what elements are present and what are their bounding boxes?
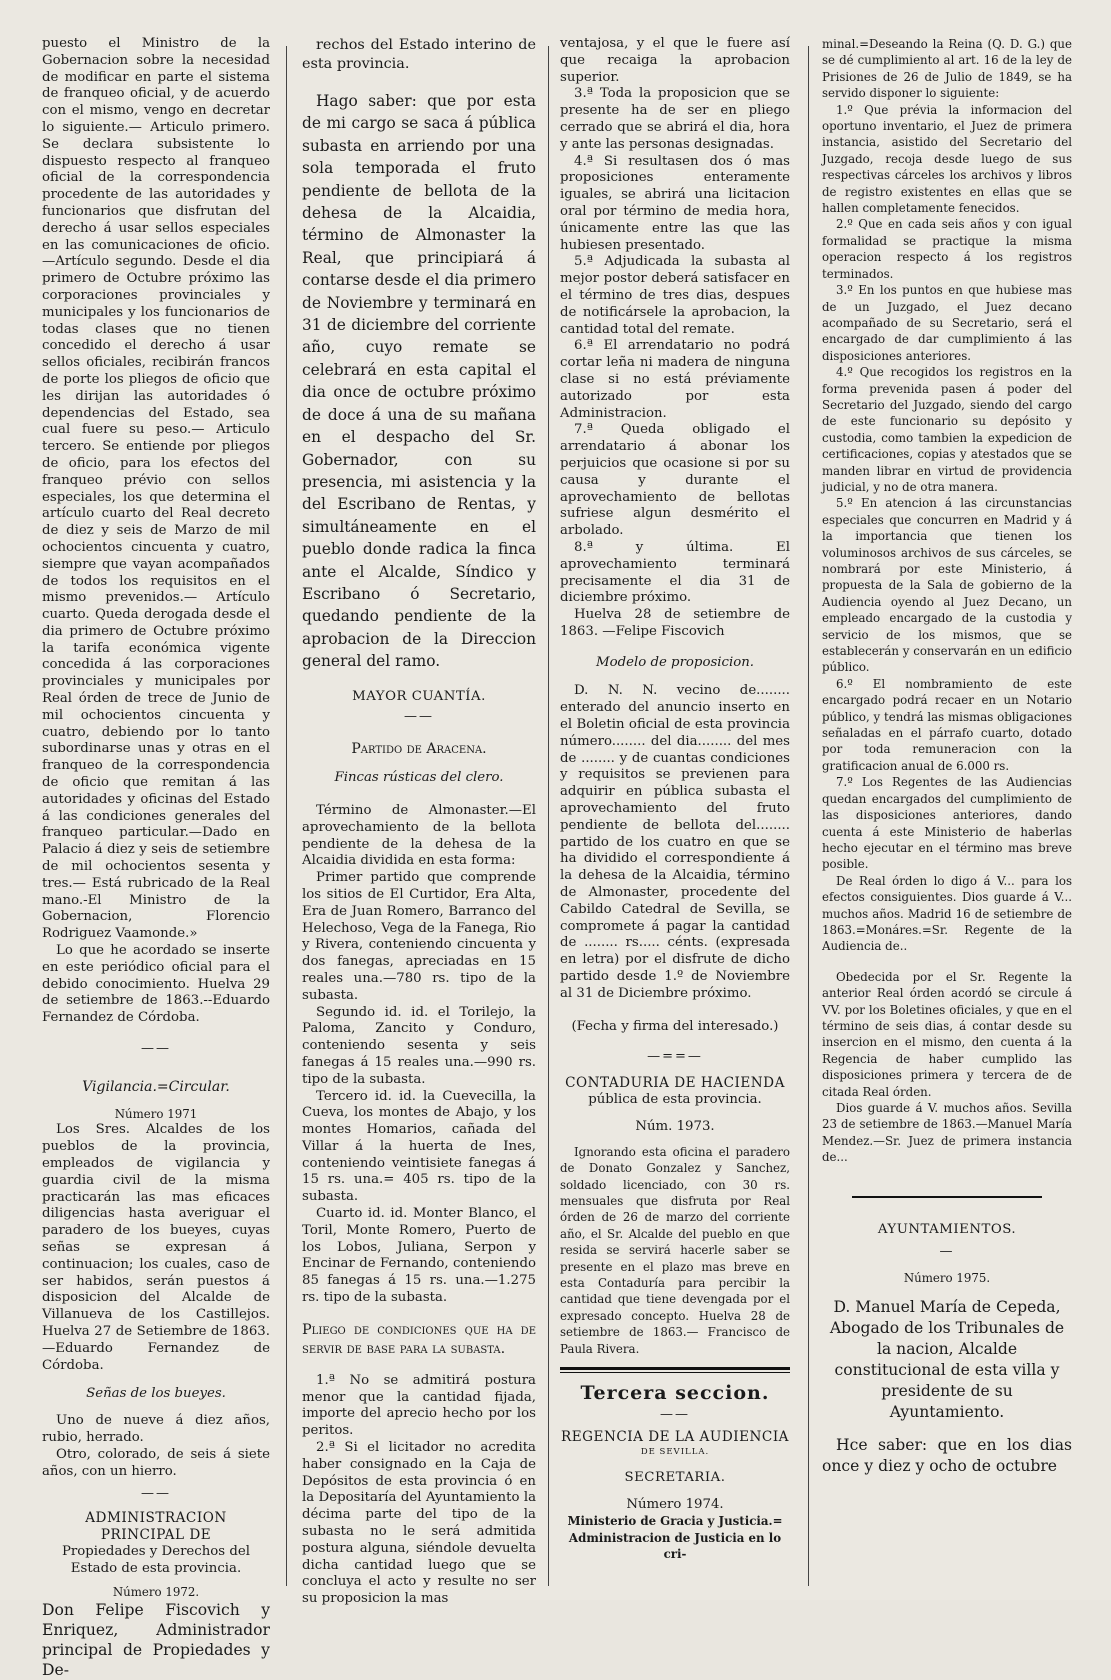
section-subheading: pública de esta provincia.: [588, 1092, 762, 1108]
lot-text: Segundo id. id. el Torilejo, la Paloma, Zancito y Conduro, conteniendo sesenta y seis fanegas á 15 reales una.—990 rs. tipo de la subasta.: [302, 1004, 536, 1087]
condition-text: 3.ª Toda la proposicion que se presente ha de ser en pliego cerrado que se abrirá el dia, hora y ante las personas designadas.: [560, 86, 790, 152]
condition-text: 2.ª Si el licitador no acredita haber consignado en la Caja de Depósitos de esta provincia ó en la Depositaría del Ayuntamiento la décima parte del tipo de la subasta no le será admitida postura alguna, siéndole devuelta dicha cantidad luego que se concluya el acto y resulte no ser su proposicion la mas: [302, 1440, 536, 1607]
column-4: [822, 36, 1072, 1477]
column-2: [302, 36, 536, 1608]
lot-text: Tercero id. id. la Cuevecilla, la Cueva, los montes de Abajo, y los montes Homarios, cañada del Villar á la huerta de Ines, conteniendo veintisiete fanegas á 15 rs. una.= 405 rs. tipo de la subasta.: [302, 1088, 536, 1205]
description-text: Uno de nueve á diez años, rubio, herrado.: [42, 1413, 270, 1445]
decree-text: puesto el Ministro de la Gobernacion sobre la necesidad de modificar en parte el sistema de franqueo oficial, y de acuerdo con el mismo, vengo en decretar lo siguiente.— Articulo primero. Se declara subsistente lo dispuesto respecto al franqueo oficial de la correspondencia procedente de las autoridades y funcionarios que disfrutan del derecho á usar sellos especiales en las comunicaciones de oficio.—Artículo segundo. Desde el dia primero de Octubre próximo las corporaciones provinciales y municipales y los funcionarios de todas clases que no tienen concedido el derecho á usar sellos oficiales, recibirán francos de porte los pliegos de oficio que les dirijan las autoridades ó dependencias del Estado, sea cual fuere su peso.— Articulo tercero. Se entiende por pliegos de oficio, para los efectos del franqueo prévio con sellos especiales, los que determina el artículo cuarto del Real decreto de diez y seis de Marzo de mil ochocientos cincuenta y cuatro, siempre que vayan acompañados de todos los requisitos en el mismo prevenidos.— Artículo cuarto. Queda derogada desde el dia primero de Octubre próximo la tarifa económica vigente concedida á las corporaciones provinciales y municipales por Real órden de trece de Junio de mil ochocientos cincuenta y cuatro, debiendo por lo tanto subordinarse unas y otras en el franqueo de la correspondencia de oficio que remitan á las autoridades y oficinas del Estado á las condiciones generales del franqueo particular.—Dado en Palacio á diez y seis de setiembre de mil ochocientos sesenta y tres.— Está rubricado de la Real mano.-El Ministro de la Gobernacion, Florencio Rodriguez Vaamonde.»: [42, 36, 270, 942]
article-text: 6.º El nombramiento de este encargado podrá recaer en un Notario público, y tendrá las mismas obligaciones señaladas en el párrafo cuarto, dotado por toda remuneracion con la gratificacion anual de 6.000 rs.: [822, 676, 1072, 773]
separator: ——: [404, 709, 434, 725]
section-rule: [852, 1196, 1042, 1198]
condition-text: 6.ª El arrendatario no podrá cortar leña ni madera de ninguna clase si no está préviamente autorizado por esta Administracion.: [560, 338, 790, 421]
section-heading: REGENCIA DE LA AUDIENCIA: [561, 1429, 789, 1446]
column-rule: [808, 46, 809, 1586]
article-text: 2.º Que en cada seis años y con igual formalidad se practique la misma operacion respecto á los registros terminados.: [822, 217, 1072, 281]
condition-text: 4.ª Si resultasen dos ó mas proposiciones enteramente iguales, se abrirá una licitacion oral por término de media hora, únicamente entre las que las hubiesen presentado.: [560, 153, 790, 253]
description-text: Otro, colorado, de seis á siete años, con un hierro.: [42, 1446, 270, 1479]
order-closing: De Real órden lo digo á V... para los efectos consiguientes. Dios guarde á V... muchos años. Madrid 16 de setiembre de 1863.=Monáres.=Sr. Regente de la Audiencia de..: [822, 873, 1072, 954]
notice-lead: D. Manuel María de Cepeda, Abogado de los Tribunales de la nacion, Alcalde constitucional de esta villa y presidente de su Ayuntamiento.: [829, 1297, 1065, 1421]
signature-note: (Fecha y firma del interesado.): [571, 1018, 779, 1034]
notice-text: Ignorando esta oficina el paradero de Donato Gonzalez y Sanchez, soldado licenciado, con 30 rs. mensuales que disfruta por Real órden de 26 de marzo del corriente año, el Sr. Alcalde del pueblo en que resida se servirá hacerle saber se presente en el plazo mas breve en esta Contaduría para percibir la cantidad que tiene devengada por el expresado concepto. Huelva 28 de setiembre de 1863.— Francisco de Paula Rivera.: [560, 1144, 790, 1356]
notice-lead: Ministerio de Gracia y Justicia.= Administracion de Justicia en lo cri-: [567, 1514, 783, 1562]
section-subheading: DE SEVILLA.: [640, 1446, 710, 1457]
auction-text: Hago saber: que por esta de mi cargo se saca á pública subasta en arriendo por una sola temporada el fruto pendiente de bellota de la dehesa de la Alcaidia, término de Almonaster la Real, que principiará á contarse desde el dia primero de Noviembre y terminará en 31 de diciembre del corriente año, cuyo remate se celebrará en esta capital el dia once de octubre próximo de doce á una de su mañana en el despacho del Sr. Gobernador, con su presencia, mi asistencia y la del Escribano de Rentas, y simultáneamente en el pueblo donde radica la finca ante el Alcalde, Síndico y Escribano ó Secretario, quedando pendiente de la aprobacion de la Direccion general del ramo.: [302, 92, 536, 671]
condition-text: ventajosa, y el que le fuere así que recaiga la aprobacion superior.: [560, 36, 790, 85]
article-text: 1.º Que prévia la informacion del oportuno inventario, el Juez de primera instancia, asistido del Secretario del Juzgado, recoja desde luego de sus respectivas cárceles los archivos y libros de registro existentes en ellas que se hallen completamente fenecidos.: [822, 102, 1072, 216]
column-3: [560, 36, 790, 1563]
column-1: [42, 36, 270, 1680]
notice-number: Número 1974.: [626, 1496, 724, 1512]
district-title: Partido de Aracena.: [351, 741, 487, 758]
section-heading: CONTADURIA DE HACIENDA: [565, 1075, 785, 1092]
condition-text: 1.ª No se admitirá postura menor que la cantidad fijada, importe del aprecio hecho por los peritos.: [302, 1372, 536, 1439]
section-banner: Tercera seccion.: [580, 1382, 770, 1405]
section-heading: MAYOR CUANTÍA.: [352, 688, 486, 704]
section-heading: ADMINISTRACION PRINCIPAL DE: [85, 1510, 227, 1544]
column-rule: [548, 46, 549, 1586]
lot-text: Cuarto id. id. Monter Blanco, el Toril, Monte Romero, Puerto de los Lobos, Juliana, Serpon y Encinar de Fernando, conteniendo 85 fanegas á 15 rs. una.—1.275 rs. tipo de la subasta.: [302, 1206, 536, 1306]
signature-line: Dios guarde á V. muchos años. Sevilla 23 de setiembre de 1863.—Manuel María Mendez.—Sr. Juez de primera instancia de...: [822, 1101, 1072, 1165]
column-rule: [286, 46, 287, 1586]
condition-text: 7.ª Queda obligado el arrendatario á abonar los perjuicios que ocasione si por su causa y durante el aprovechamiento de bellotas sufriese algun desmérito el arbolado.: [560, 422, 790, 539]
notice-lead: Don Felipe Fiscovich y Enriquez, Administrador principal de Propiedades y De-: [42, 1600, 270, 1679]
property-text: Término de Almonaster.—El aprovechamiento de la bellota pendiente de la dehesa de la Alcaidia dividida en esta forma:: [302, 802, 536, 869]
article-text: 5.º En atencion á las circunstancias especiales que concurren en Madrid y á la importancia que tienen los voluminosos archivos de sus cárceles, se nombrará por este Ministerio, á propuesta de la Sala de gobierno de la Audiencia oyendo al Juez Decano, un empleado encargado de la custodia y servicio de los mismos, que se establecerán y conservarán en un edificio público.: [822, 496, 1072, 675]
subsection-title: Modelo de proposicion.: [595, 654, 755, 670]
subsection-title: Fincas rústicas del clero.: [334, 770, 504, 786]
separator: —==—: [647, 1049, 703, 1065]
notice-number: Número 1972.: [112, 1584, 200, 1599]
condition-text: 8.ª y última. El aprovechamiento terminará precisamente el dia 31 de diciembre próximo.: [560, 539, 790, 606]
separator: ——: [660, 1407, 690, 1423]
notice-number: Número 1975.: [903, 1271, 991, 1286]
lot-text: Primer partido que comprende los sitios de El Curtidor, Era Alta, Era de Juan Romero, Barranco del Helechoso, Vega de la Fanega, Rio y Rivera, conteniendo cincuenta y dos fanegas, apreciadas en 15 reales una.—780 rs. tipo de la subasta.: [302, 870, 536, 1003]
conditions-title: Pliego de condiciones que ha de servir de base para la subasta.: [302, 1321, 536, 1357]
section-subheading: Propiedades y Derechos del Estado de esta provincia.: [61, 1543, 250, 1576]
separator: —: [939, 1244, 955, 1260]
section-heading: SECRETARIA.: [624, 1469, 726, 1485]
article-text: 3.º En los puntos en que hubiese mas de un Juzgado, el Juez decano acompañado de su Secretario, será el encargado de dar cumplimiento á las disposiciones anteriores.: [822, 283, 1072, 363]
order-text: Obedecida por el Sr. Regente la anterior Real órden acordó se circule á VV. por los Boletines oficiales, y que en el término de seis dias, á contar desde su insercion en el mismo, den cuenta á la Regencia de haber cumplido las disposiciones primera y tercera de de citada Real órden.: [822, 969, 1072, 1099]
separator: ——: [141, 1041, 171, 1057]
order-text: minal.=Deseando la Reina (Q. D. G.) que se dé cumplimiento al art. 16 de la ley de Prisiones de 26 de Julio de 1849, se ha servido disponer lo siguiente:: [822, 37, 1072, 101]
proposal-model-text: D. N. N. vecino de........ enterado del anuncio inserto en el Boletin oficial de esta provincia número........ del dia........ del mes de ........ y de cuantas condiciones y requisitos se previenen para adquirir en pública subasta el aprovechamiento del fruto pendiente de bellota del........ partido de los cuatro en que se ha dividido el correspondiente á la dehesa de la Alcaidia, término de Almonaster, procedente del Cabildo Catedral de Sevilla, se compromete á pagar la cantidad de ........ rs..... cénts. (expresada en letra) por el disfrute de dicho partido desde 1.º de Noviembre al 31 de Diciembre próximo.: [560, 683, 790, 1001]
separator: ——: [141, 1486, 171, 1502]
section-title: Vigilancia.=Circular.: [82, 1079, 230, 1096]
order-text: Lo que he acordado se inserte en este periódico oficial para el debido conocimiento. Huelva 29 de setiembre de 1863.--Eduardo Fernandez de Córdoba.: [42, 943, 270, 1026]
subsection-title: Señas de los bueyes.: [86, 1386, 226, 1402]
notice-text: Hce saber: que en los dias once y diez y ocho de octubre: [822, 1435, 1072, 1475]
condition-text: 5.ª Adjudicada la subasta al mejor postor deberá satisfacer en el término de tres dias, despues de notificársele la aprobacion, la cantidad total del remate.: [560, 254, 790, 337]
article-text: 7.º Los Regentes de las Audiencias quedan encargados del cumplimiento de las disposiciones anteriores, dando cuenta á este Ministerio de haberlas hecho ejecutar en el término mas breve posible.: [822, 775, 1072, 872]
notice-number: Número 1971: [114, 1107, 198, 1122]
section-rule: [560, 1367, 790, 1373]
signature-line: Huelva 28 de setiembre de 1863. —Felipe Fiscovich: [560, 607, 790, 639]
notice-lead: rechos del Estado interino de esta provincia.: [302, 37, 536, 72]
article-text: 4.º Que recogidos los registros en la forma prevenida pasen á poder del Secretario del Juzgado, siendo del cargo de este funcionario su depósito y custodia, como tambien la expedicion de certificaciones, copias y atestados que se manden librar en virtud de providencia judicial, y no de otra manera.: [822, 365, 1072, 494]
section-heading: AYUNTAMIENTOS.: [877, 1221, 1017, 1237]
notice-text: Los Sres. Alcaldes de los pueblos de la provincia, empleados de vigilancia y guardia civil de la misma practicarán las mas eficaces diligencias hasta averiguar el paradero de los bueyes, cuyas señas se expresan á continuacion; los cuales, caso de ser habidos, serán puestos á disposicion del Alcalde de Villanueva de los Castillejos. Huelva 27 de Setiembre de 1863.—Eduardo Fernandez de Córdoba.: [42, 1122, 270, 1373]
notice-number: Núm. 1973.: [635, 1119, 715, 1135]
